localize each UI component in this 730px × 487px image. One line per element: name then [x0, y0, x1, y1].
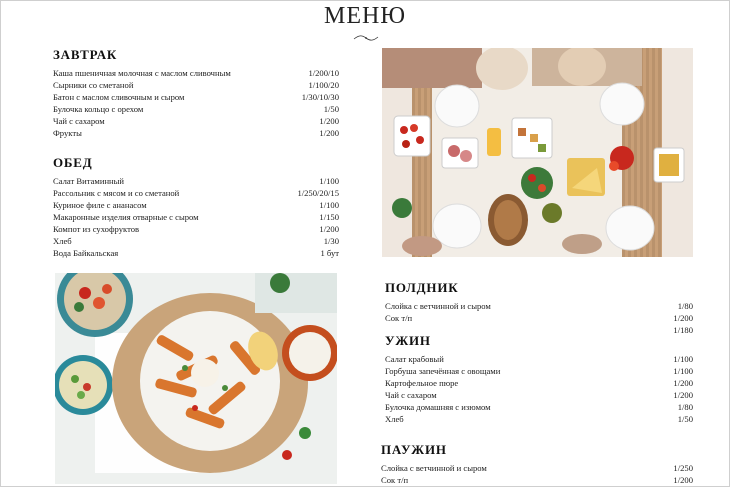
menu-item-qty: 1/180 — [673, 325, 693, 335]
photo-table-top — [382, 48, 693, 257]
menu-row — [385, 300, 693, 312]
menu-row — [53, 211, 339, 223]
section-title-breakfast: ЗАВТРАК — [53, 47, 118, 62]
menu-item-qty: 1/200/10 — [308, 68, 339, 78]
menu-row — [381, 474, 693, 486]
menu-item-qty: 1/50 — [677, 414, 693, 424]
menu-item-qty: 1/200 — [673, 313, 693, 323]
menu-item-name: Рассольник с мясом и со сметаной — [53, 188, 180, 198]
menu-item-name: Вода Байкальская — [53, 248, 119, 258]
menu-row — [53, 115, 339, 127]
menu-item-qty: 1/200 — [319, 128, 339, 138]
menu-item-qty: 1/100 — [673, 366, 693, 376]
menu-item-name: Булочка домашняя с изюмом — [385, 402, 491, 412]
menu-row — [385, 377, 693, 389]
menu-item-qty: 1/30 — [323, 236, 339, 246]
menu-item-qty: 1/200 — [673, 475, 693, 485]
menu-item-name: Хлеб — [53, 236, 72, 246]
menu-item-qty: 1/200 — [319, 116, 339, 126]
section-dinner — [385, 333, 693, 425]
menu-item-qty: 1/100 — [319, 176, 339, 186]
table-illustration — [382, 48, 693, 257]
menu-item-qty: 1/100/20 — [308, 80, 339, 90]
menu-row — [53, 67, 339, 79]
menu-row — [53, 223, 339, 235]
menu-item-qty: 1/200 — [673, 378, 693, 388]
menu-item-name: Салат Витаминный — [53, 176, 125, 186]
menu-item-name: Слойка с ветчинной и сыром — [385, 301, 491, 311]
menu-row — [53, 103, 339, 115]
menu-item-qty: 1/80 — [677, 402, 693, 412]
menu-row — [53, 127, 339, 139]
menu-item-name: Слойка с ветчинной и сыром — [381, 463, 487, 473]
menu-item-qty: 1/50 — [323, 104, 339, 114]
menu-item-name: Булочка кольцо с орехом — [53, 104, 144, 114]
menu-item-name: Чай с сахаром — [53, 116, 105, 126]
menu-item-qty: 1/150 — [319, 212, 339, 222]
menu-row — [53, 235, 339, 247]
menu-row — [385, 389, 693, 401]
menu-item-name: Макаронные изделия отварные с сыром — [53, 212, 199, 222]
menu-row — [385, 401, 693, 413]
menu-row — [53, 91, 339, 103]
photo-food-plate — [55, 273, 337, 484]
menu-item-name: Горбуша запечённая с овощами — [385, 366, 501, 376]
menu-row — [53, 199, 339, 211]
menu-row — [53, 247, 339, 259]
menu-item-qty: 1/30/10/30 — [301, 92, 339, 102]
section-title-dinner: УЖИН — [385, 333, 431, 348]
menu-item-qty: 1/100 — [319, 200, 339, 210]
menu-row — [385, 312, 693, 324]
menu-item-name: Батон с маслом сливочным и сыром — [53, 92, 185, 102]
menu-row — [385, 353, 693, 365]
menu-item-name: Компот из сухофруктов — [53, 224, 140, 234]
plate-illustration — [55, 273, 337, 484]
section-title-snack: ПОЛДНИК — [385, 280, 459, 295]
menu-row — [53, 79, 339, 91]
menu-item-name: Чай с сахаром — [385, 390, 437, 400]
section-snack — [385, 280, 693, 336]
menu-item-name: Фрукты — [53, 128, 82, 138]
section-title-lunch: ОБЕД — [53, 155, 93, 170]
menu-row — [385, 365, 693, 377]
menu-row — [53, 187, 339, 199]
menu-item-qty: 1/200 — [319, 224, 339, 234]
menu-row — [381, 462, 693, 474]
menu-item-name: Сок т/п — [385, 313, 413, 323]
section-late-supper — [381, 442, 693, 486]
menu-row — [53, 175, 339, 187]
menu-item-name: Картофельное пюре — [385, 378, 459, 388]
flourish-divider — [353, 34, 379, 42]
menu-item-qty: 1 бут — [320, 248, 339, 258]
section-title-late-supper: ПАУЖИН — [381, 442, 447, 457]
menu-item-name: Сок т/п — [381, 475, 409, 485]
menu-item-name: Хлеб — [385, 414, 404, 424]
menu-item-name: Каша пшеничная молочная с маслом сливочным — [53, 68, 231, 78]
section-breakfast — [53, 47, 339, 139]
menu-row — [385, 413, 693, 425]
menu-item-qty: 1/80 — [677, 301, 693, 311]
section-lunch — [53, 155, 339, 259]
menu-item-qty: 1/100 — [673, 354, 693, 364]
menu-item-qty: 1/250 — [673, 463, 693, 473]
menu-item-qty: 1/250/20/15 — [297, 188, 339, 198]
menu-item-name: Сырники со сметаной — [53, 80, 134, 90]
page-title: МЕНЮ — [324, 3, 406, 29]
menu-item-qty: 1/200 — [673, 390, 693, 400]
menu-item-name: Куриное филе с ананасом — [53, 200, 147, 210]
menu-item-name: Салат крабовый — [385, 354, 444, 364]
